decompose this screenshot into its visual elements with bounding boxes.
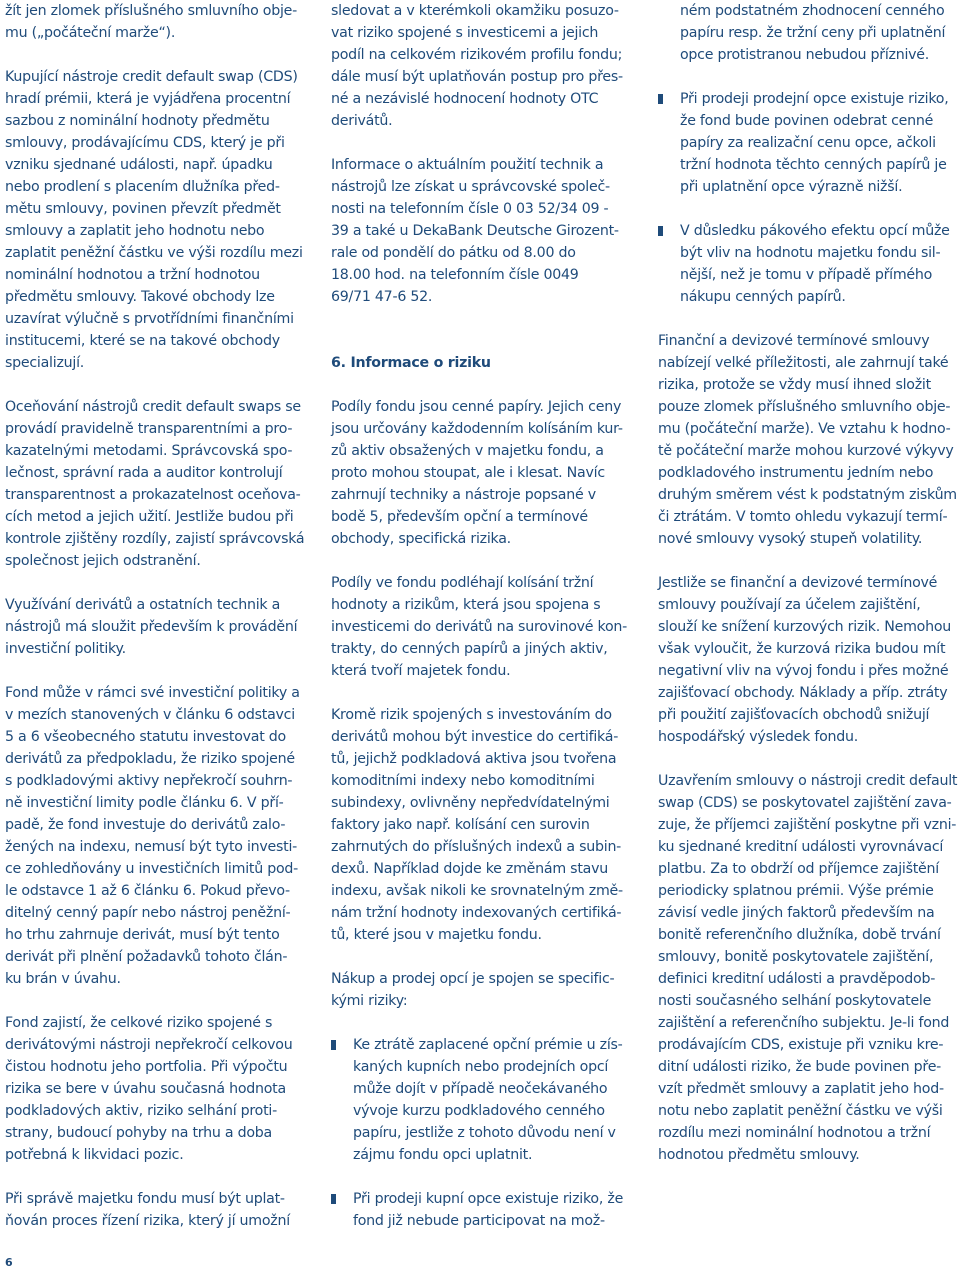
bullet-text: Při prodeji kupní opce existuje riziko, že fond již nebude participovat na mož- bbox=[353, 1191, 624, 1229]
bullet-item bbox=[331, 1034, 653, 1166]
bullet-marker bbox=[658, 94, 663, 104]
bullet-item bbox=[658, 220, 960, 308]
bullet-marker bbox=[658, 226, 663, 236]
bullet-item bbox=[331, 1188, 653, 1232]
bullet-item bbox=[658, 88, 960, 198]
paragraph: Fond zajistí, že celkové riziko spojené s derivátovými nástroji nepřekročí celkovou čistou hodnotu jeho portfolia. Při výpočtu rizika se bere v úvahu současná hodnota podkladových aktiv, riziko selhání proti- strany, budoucí pohyby na trhu a doba potřebná k likvidaci pozic. bbox=[5, 1015, 293, 1163]
section-heading: 6. Informace o riziku bbox=[331, 355, 491, 371]
bullet-text: V důsledku pákového efektu opcí může být vliv na hodnotu majetku fondu sil- nější, než je tomu v případě přímého nákupu cenných papírů. bbox=[680, 223, 950, 305]
paragraph: Nákup a prodej opcí je spojen se specific- kými riziky: bbox=[331, 971, 615, 1009]
bullet-marker bbox=[331, 1040, 336, 1050]
bullet-text: Ke ztrátě zaplacené opční prémie u zís- kaných kupních nebo prodejních opcí může dojít v případě neočekávaného vývoje kurzu podkladového cenného papíru, jestliže z tohoto důvodu není v zájmu fondu opci uplatnit. bbox=[353, 1037, 623, 1163]
paragraph: Kupující nástroje credit default swap (CDS) hradí prémii, která je vyjádřena procentní sazbou z nominální hodnoty předmětu smlouvy, prodávajícímu CDS, který je při vzniku sjednané události, např. úpadku nebo prodlení s placením dlužníka před- mětu smlouvy, povinen převzít předmět smlouvy a zaplatit jeho hodnotu nebo zaplatit peněžní částku ve výši rozdílu mezi nominální hodnotou a tržní hodnotou předmětu smlouvy. Takové obchody lze uzavírat výlučně s prvotřídními finančními institucemi, které se na takové obchody specializují. bbox=[5, 69, 303, 371]
paragraph: Při správě majetku fondu musí být uplat- ňován proces řízení rizika, který jí umožní bbox=[5, 1191, 290, 1229]
page-number: 6 bbox=[5, 1256, 13, 1269]
paragraph: žít jen zlomek příslušného smluvního obje- mu („počáteční marže“). bbox=[5, 3, 298, 41]
paragraph: Podíly fondu jsou cenné papíry. Jejich ceny jsou určovány každodenním kolísáním kur- zů aktiv obsažených v majetku fondu, a proto mohou stoupat, ale i klesat. Navíc zahrnují techniky a nástroje popsané v bodě 5, především opční a termínové obchody, specifická rizika. bbox=[331, 399, 623, 547]
paragraph: sledovat a v kterémkoli okamžiku posuzo- vat riziko spojené s investicemi a jejich podíl na celkovém rizikovém profilu fondu; dále musí být uplatňován postup pro přes- né a nezávislé hodnocení hodnoty OTC derivátů. bbox=[331, 3, 623, 129]
paragraph: Informace o aktuálním použití technik a nástrojů lze získat u správcovské společ- nosti na telefonním čísle 0 03 52/34 09 - 39 a také u DekaBank Deutsche Girozent- rale od pondělí do pátku od 8.00 do 18.00 hod. na telefonním čísle 0049 69/71 47-6 52. bbox=[331, 157, 619, 305]
paragraph: Finanční a devizové termínové smlouvy nabízejí velké příležitosti, ale zahrnují také rizika, protože se vždy musí ihned složit pouze zlomek příslušného smluvního obje- mu (počáteční marže). Ve vztahu k hodno- tě počáteční marže mohou kurzové výkyvy podkladového instrumentu jedním nebo druhým směrem vést k podstatným ziskům či ztrátám. V tomto ohledu vykazují termí- nové smlouvy vysoký stupeň volatility. bbox=[658, 333, 957, 547]
paragraph: Fond může v rámci své investiční politiky a v mezích stanovených v článku 6 odstavci 5 a 6 všeobecného statutu investovat do derivátů za předpokladu, že riziko spojené s podkladovými aktivy nepřekročí souhrn- ně investiční limity podle článku 6. V pří- padě, že fond investuje do derivátů zalo- žených na indexu, nemusí být tyto investi- ce zohledňovány u investičních limitů pod- le odstavce 1 až 6 článku 6. Pokud převo- ditelný cenný papír nebo nástroj peněžní- ho trhu zahrnuje derivát, musí být tento derivát při plnění požadavků tohoto člán- ku brán v úvahu. bbox=[5, 685, 300, 987]
paragraph: Kromě rizik spojených s investováním do derivátů mohou být investice do certifiká- tů, jejichž podkladová aktiva jsou tvořena komoditními indexy nebo komoditními subindexy, ovlivněny nepředvídatelnými faktory jako např. kolísání cen surovin zahrnutých do příslušných indexů a subin- dexů. Například dojde ke změnám stavu indexu, avšak nikoli ke srovnatelným změ- nám tržní hodnoty indexovaných certifiká- tů, které jsou v majetku fondu. bbox=[331, 707, 623, 943]
paragraph: Uzavřením smlouvy o nástroji credit default swap (CDS) se poskytovatel zajištění zava- zuje, že příjemci zajištění poskytne při vzni- ku sjednané kreditní události vyrovnávací platbu. Za to obdrží od příjemce zajištění periodicky splatnou prémii. Výše prémie závisí vedle jiných faktorů především na bonitě referenčního dlužníka, době trvání smlouvy, bonitě poskytovatele zajištění, definici kreditní události a pravděpodob- nosti současného selhání poskytovatele zajištění a referenčního subjektu. Je-li fond prodávajícím CDS, existuje při vzniku kre- ditní události riziko, že bude povinen pře- vzít předmět smlouvy a zaplatit jeho hod- notu nebo zaplatit peněžní částku ve výši rozdílu mezi nominální hodnotou a tržní hodnotou předmětu smlouvy. bbox=[658, 773, 958, 1163]
paragraph: Podíly ve fondu podléhají kolísání tržní hodnoty a rizikům, která jsou spojena s investicemi do derivátů na surovinové kon- trakty, do cenných papírů a jiných aktiv, která tvoří majetek fondu. bbox=[331, 575, 628, 679]
bullet-text: Při prodeji prodejní opce existuje riziko, že fond bude povinen odebrat cenné papíry za realizační cenu opce, ačkoli tržní hodnota těchto cenných papírů je při uplatnění opce výrazně nižší. bbox=[680, 91, 949, 195]
paragraph: Jestliže se finanční a devizové termínové smlouvy používají za účelem zajištění, slouží ke snížení kurzových rizik. Nemohou však vyloučit, že kurzová rizika budou mít negativní vliv na vývoj fondu i přes možné zajišťovací obchody. Náklady a příp. ztráty při použití zajišťovacích obchodů snižují hospodářský výsledek fondu. bbox=[658, 575, 952, 745]
bullet-marker bbox=[331, 1194, 336, 1204]
paragraph: Využívání derivátů a ostatních technik a nástrojů má sloužit především k provádění investiční politiky. bbox=[5, 597, 298, 657]
paragraph: Oceňování nástrojů credit default swaps se provádí pravidelně transparentními a pro- kazatelnými metodami. Správcovská spo- lečnost, správní rada a auditor kontrolují transparentnost a prokazatelnost oceňova- cích metod a jejich užití. Jestliže budou při kontrole zjištěny rozdíly, zajistí správcovská společnost jejich odstranění. bbox=[5, 399, 305, 569]
bullet-continuation bbox=[680, 0, 960, 66]
paragraph: ném podstatném zhodnocení cenného papíru resp. že tržní ceny při uplatnění opce protistranou nebudou příznivé. bbox=[680, 3, 946, 63]
